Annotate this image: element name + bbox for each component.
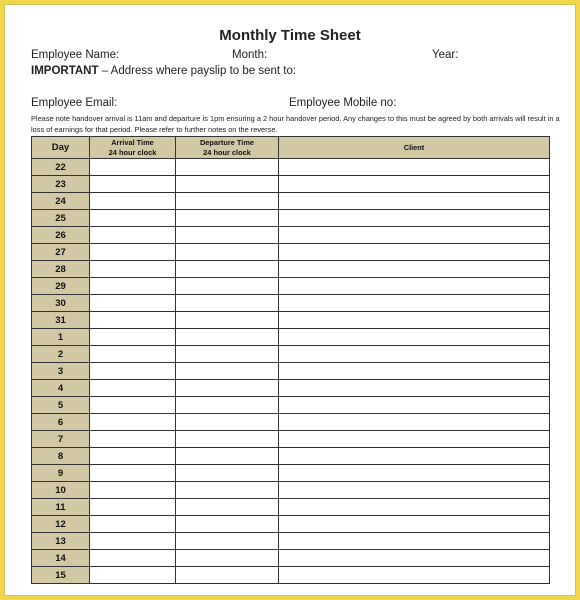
day-cell: 2: [32, 346, 90, 363]
departure-time-cell[interactable]: [176, 210, 279, 227]
day-cell: 24: [32, 193, 90, 210]
table-row: [32, 397, 550, 414]
client-cell[interactable]: [279, 516, 550, 533]
arrival-time-cell[interactable]: [90, 193, 176, 210]
arrival-time-cell[interactable]: [90, 448, 176, 465]
day-cell: 28: [32, 261, 90, 278]
arrival-time-cell[interactable]: [90, 176, 176, 193]
table-row: [32, 533, 550, 550]
arrival-time-cell[interactable]: [90, 312, 176, 329]
arrival-time-cell[interactable]: [90, 516, 176, 533]
day-header: Day: [32, 137, 90, 159]
departure-time-cell[interactable]: [176, 159, 279, 176]
day-cell: 27: [32, 244, 90, 261]
client-cell[interactable]: [279, 244, 550, 261]
table-row: [32, 346, 550, 363]
document-page: [4, 4, 576, 596]
day-cell: 15: [32, 567, 90, 584]
departure-time-cell[interactable]: [176, 516, 279, 533]
client-cell[interactable]: [279, 329, 550, 346]
client-cell[interactable]: [279, 380, 550, 397]
client-cell[interactable]: [279, 295, 550, 312]
day-cell: 30: [32, 295, 90, 312]
client-cell[interactable]: [279, 176, 550, 193]
client-cell[interactable]: [279, 278, 550, 295]
departure-time-cell[interactable]: [176, 465, 279, 482]
table-row: [32, 159, 550, 176]
departure-time-cell[interactable]: [176, 533, 279, 550]
departure-time-cell[interactable]: [176, 329, 279, 346]
month-label: Month:: [232, 49, 268, 61]
client-cell[interactable]: [279, 550, 550, 567]
departure-time-cell[interactable]: [176, 278, 279, 295]
departure-time-cell[interactable]: [176, 499, 279, 516]
arrival-time-cell[interactable]: [90, 414, 176, 431]
departure-time-cell[interactable]: [176, 448, 279, 465]
arrival-time-cell[interactable]: [90, 380, 176, 397]
day-cell: 10: [32, 482, 90, 499]
arrival-header-title: Arrival Time: [111, 137, 154, 147]
important-label: IMPORTANT: [31, 65, 99, 77]
employee-mobile-label: Employee Mobile no:: [289, 97, 397, 109]
client-cell[interactable]: [279, 159, 550, 176]
timesheet-table: [31, 136, 550, 584]
client-cell[interactable]: [279, 499, 550, 516]
client-cell[interactable]: [279, 431, 550, 448]
departure-time-cell[interactable]: [176, 363, 279, 380]
table-row: [32, 244, 550, 261]
arrival-time-cell[interactable]: [90, 431, 176, 448]
day-cell: 9: [32, 465, 90, 482]
table-header-row: [32, 137, 550, 159]
day-cell: 31: [32, 312, 90, 329]
departure-time-cell[interactable]: [176, 295, 279, 312]
departure-time-cell[interactable]: [176, 227, 279, 244]
departure-header: [176, 137, 279, 159]
client-cell[interactable]: [279, 363, 550, 380]
day-cell: 23: [32, 176, 90, 193]
departure-time-cell[interactable]: [176, 431, 279, 448]
table-row: [32, 499, 550, 516]
day-cell: 11: [32, 499, 90, 516]
client-cell[interactable]: [279, 312, 550, 329]
day-cell: 5: [32, 397, 90, 414]
departure-time-cell[interactable]: [176, 567, 279, 584]
employee-name-label: Employee Name:: [31, 49, 120, 61]
arrival-time-cell[interactable]: [90, 278, 176, 295]
client-cell[interactable]: [279, 346, 550, 363]
arrival-time-cell[interactable]: [90, 295, 176, 312]
table-row: [32, 176, 550, 193]
table-row: [32, 567, 550, 584]
arrival-time-cell[interactable]: [90, 227, 176, 244]
day-cell: 6: [32, 414, 90, 431]
arrival-time-cell[interactable]: [90, 159, 176, 176]
client-header: Client: [279, 137, 550, 159]
table-row: [32, 363, 550, 380]
client-cell[interactable]: [279, 533, 550, 550]
arrival-header: [90, 137, 176, 159]
arrival-time-cell[interactable]: [90, 261, 176, 278]
departure-time-cell[interactable]: [176, 482, 279, 499]
day-cell: 12: [32, 516, 90, 533]
day-cell: 8: [32, 448, 90, 465]
departure-time-cell[interactable]: [176, 346, 279, 363]
departure-time-cell[interactable]: [176, 176, 279, 193]
client-cell[interactable]: [279, 414, 550, 431]
arrival-time-cell[interactable]: [90, 329, 176, 346]
arrival-header-sub: 24 hour clock: [108, 147, 157, 157]
day-cell: 29: [32, 278, 90, 295]
table-row: [32, 278, 550, 295]
page-title: Monthly Time Sheet: [219, 27, 361, 44]
arrival-time-cell[interactable]: [90, 397, 176, 414]
table-row: [32, 482, 550, 499]
table-row: [32, 448, 550, 465]
arrival-time-cell[interactable]: [90, 499, 176, 516]
arrival-time-cell[interactable]: [90, 244, 176, 261]
day-cell: 1: [32, 329, 90, 346]
client-cell[interactable]: [279, 465, 550, 482]
departure-time-cell[interactable]: [176, 550, 279, 567]
arrival-time-cell[interactable]: [90, 346, 176, 363]
departure-time-cell[interactable]: [176, 380, 279, 397]
day-cell: 3: [32, 363, 90, 380]
table-row: [32, 261, 550, 278]
client-cell[interactable]: [279, 397, 550, 414]
departure-time-cell[interactable]: [176, 397, 279, 414]
table-row: [32, 465, 550, 482]
arrival-time-cell[interactable]: [90, 363, 176, 380]
arrival-time-cell[interactable]: [90, 567, 176, 584]
table-row: [32, 210, 550, 227]
arrival-time-cell[interactable]: [90, 210, 176, 227]
day-cell: 14: [32, 550, 90, 567]
departure-time-cell[interactable]: [176, 244, 279, 261]
handover-note: Please note handover arrival is 11am and departure is 1pm ensuring a 2 hour handover period. Any changes to this must be agreed by both arrivals will result in a loss of earnings for that period. Please refer to further notes on the reverse.: [31, 114, 560, 134]
table-row: [32, 550, 550, 567]
year-label: Year:: [432, 49, 459, 61]
day-cell: 13: [32, 533, 90, 550]
client-cell[interactable]: [279, 567, 550, 584]
table-row: [32, 431, 550, 448]
table-row: [32, 516, 550, 533]
table-row: [32, 414, 550, 431]
client-cell[interactable]: [279, 193, 550, 210]
arrival-time-cell[interactable]: [90, 482, 176, 499]
day-cell: 7: [32, 431, 90, 448]
important-line: [31, 65, 296, 77]
table-row: [32, 380, 550, 397]
departure-header-sub: 24 hour clock: [203, 147, 251, 157]
departure-time-cell[interactable]: [176, 414, 279, 431]
important-text: – Address where payslip to be sent to:: [101, 65, 297, 77]
day-cell: 4: [32, 380, 90, 397]
departure-time-cell[interactable]: [176, 312, 279, 329]
table-row: [32, 295, 550, 312]
arrival-time-cell[interactable]: [90, 533, 176, 550]
day-cell: 25: [32, 210, 90, 227]
table-row: [32, 329, 550, 346]
table-row: [32, 193, 550, 210]
client-cell[interactable]: [279, 210, 550, 227]
day-cell: 22: [32, 159, 90, 176]
client-cell[interactable]: [279, 261, 550, 278]
client-cell[interactable]: [279, 448, 550, 465]
day-cell: 26: [32, 227, 90, 244]
departure-time-cell[interactable]: [176, 193, 279, 210]
arrival-time-cell[interactable]: [90, 550, 176, 567]
table-row: [32, 227, 550, 244]
departure-header-title: Departure Time: [199, 137, 255, 147]
timesheet-rows: [32, 159, 550, 584]
employee-email-label: Employee Email:: [31, 97, 118, 109]
client-cell[interactable]: [279, 227, 550, 244]
client-cell[interactable]: [279, 482, 550, 499]
table-row: [32, 312, 550, 329]
arrival-time-cell[interactable]: [90, 465, 176, 482]
departure-time-cell[interactable]: [176, 261, 279, 278]
